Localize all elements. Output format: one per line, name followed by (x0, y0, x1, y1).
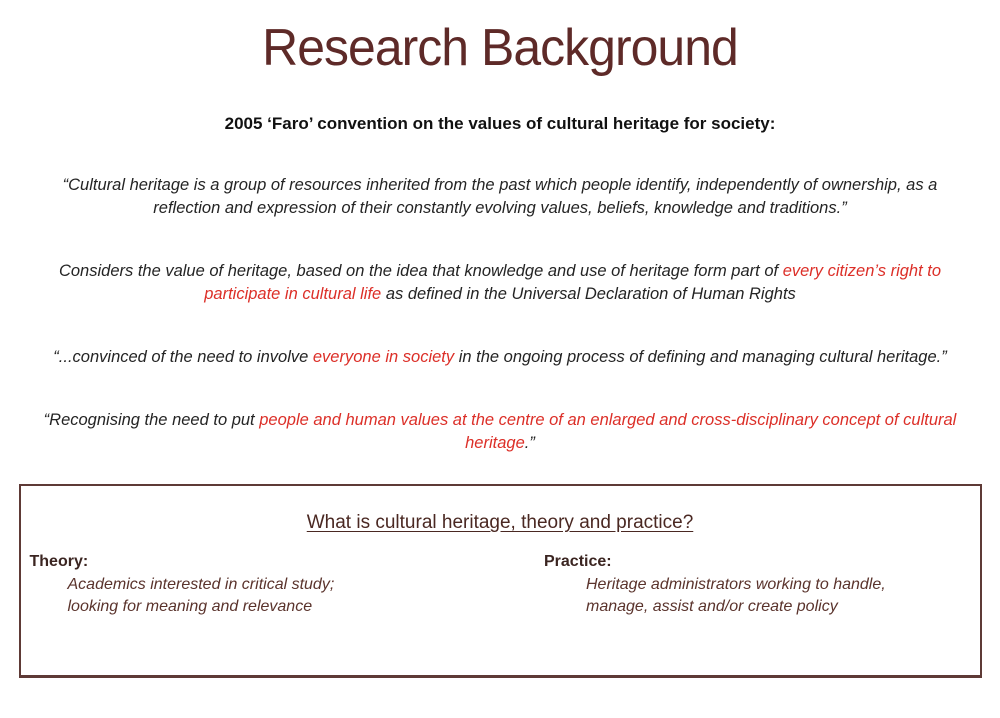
slide-subtitle: 2005 ‘Faro’ convention on the values of cultural heritage for society: (224, 114, 776, 133)
quote-paragraphs (34, 174, 966, 455)
quote-text: as defined in the Universal Declaration of Human Rights (381, 285, 796, 303)
quote-text: .” (524, 434, 535, 452)
quote-paragraph (34, 409, 966, 455)
box-columns (21, 553, 980, 618)
column-practice (500, 553, 980, 618)
column-theory (21, 553, 501, 618)
quote-text: “Recognising the need to put (43, 411, 260, 429)
practice-description: Heritage administrators working to handle, manage, assist and/or create policy (586, 576, 886, 615)
quote-paragraph (34, 346, 966, 369)
highlighted-red-text: people and human values at the centre of an enlarged and cross-disciplinary concept of cultural heritage (259, 411, 957, 452)
quote-paragraph (34, 174, 966, 220)
theory-label: Theory: (29, 553, 89, 570)
theory-description: Academics interested in critical study; looking for meaning and relevance (67, 576, 335, 615)
quote-text: “...convinced of the need to involve (53, 348, 313, 366)
quote-text: “Cultural heritage is a group of resources inherited from the past which people identify, independently of ownership, as a reflection and expression of their constantly evolving values, beliefs, knowledge and traditions.” (62, 176, 938, 217)
page-title: Research Background (262, 19, 738, 77)
practice-label: Practice: (544, 553, 612, 570)
quote-paragraph (34, 260, 966, 306)
theory-practice-box (19, 484, 982, 678)
highlighted-red-text: every citizen’s right to participate in cultural life (204, 262, 942, 303)
box-heading: What is cultural heritage, theory and practice? (306, 512, 694, 533)
slide (0, 18, 1000, 718)
quote-text: Considers the value of heritage, based on the idea that knowledge and use of heritage form part of (58, 262, 783, 280)
quote-text: in the ongoing process of defining and managing cultural heritage.” (454, 348, 947, 366)
highlighted-red-text: everyone in society (312, 348, 455, 366)
